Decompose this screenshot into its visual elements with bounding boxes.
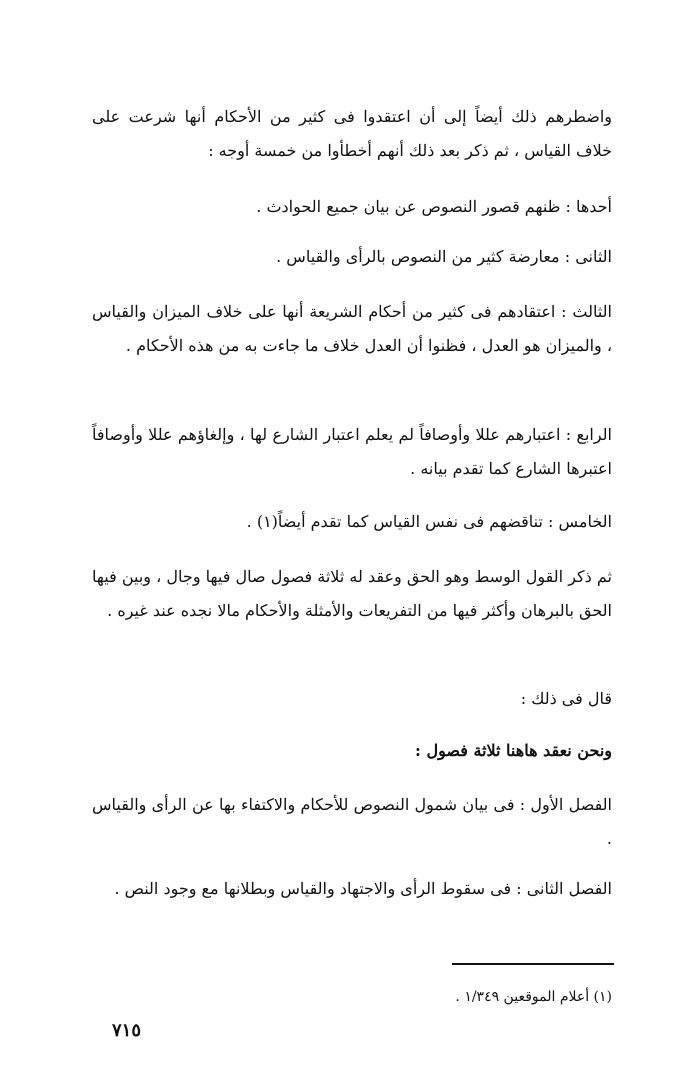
paragraph-fourth-aspect: الرابع : اعتبارهم عللا وأوصافاً لم يعلم اعتبار الشارع لها ، وإلغاؤهم عللا وأوصافاً اعتبرها الشارع كما تقدم بيانه . bbox=[92, 425, 612, 478]
paragraph-middle-view: ثم ذكر القول الوسط وهو الحق وعقد له ثلاثة فصول صال فيها وجال ، وبين فيها الحق بالبرهان وأكثر فيها من التفريعات والأمثلة والأحكام مالا نجده عند غيره . bbox=[92, 567, 612, 620]
paragraph-chapter-one: الفصل الأول : فى بيان شمول النصوص للأحكام والاكتفاء بها عن الرأى والقياس . bbox=[92, 795, 612, 848]
paragraph-second-aspect: الثانى : معارضة كثير من النصوص بالرأى والقياس . bbox=[276, 247, 612, 266]
section-heading: ونحن نعقد هاهنا ثلاثة فصول : bbox=[414, 741, 612, 760]
page-number: ٧١٥ bbox=[112, 1020, 142, 1041]
paragraph-fifth-aspect: الخامس : تناقضهم فى نفس القياس كما تقدم أيضاً(١) . bbox=[246, 512, 612, 531]
paragraph-quote-intro: قال فى ذلك : bbox=[520, 689, 612, 708]
paragraph-third-aspect: الثالث : اعتقادهم فى كثير من أحكام الشريعة أنها على خلاف الميزان والقياس ، والميزان هو العدل ، فظنوا أن العدل خلاف ما جاءت به من هذه الأحكام . bbox=[92, 302, 612, 355]
paragraph-chapter-two: الفصل الثانى : فى سقوط الرأى والاجتهاد والقياس وبطلانها مع وجود النص . bbox=[114, 879, 612, 898]
paragraph-intro: واضطرهم ذلك أيضاً إلى أن اعتقدوا فى كثير من الأحكام أنها شرعت على خلاف القياس ، ثم ذكر بعد ذلك أنهم أخطأوا من خمسة أوجه : bbox=[92, 107, 612, 160]
footnote-divider bbox=[452, 963, 614, 965]
footnote: (١) أعلام الموقعين ١/٣٤٩ . bbox=[455, 989, 612, 1005]
paragraph-first-aspect: أحدها : ظنهم قصور النصوص عن بيان جميع الحوادث . bbox=[256, 197, 612, 216]
